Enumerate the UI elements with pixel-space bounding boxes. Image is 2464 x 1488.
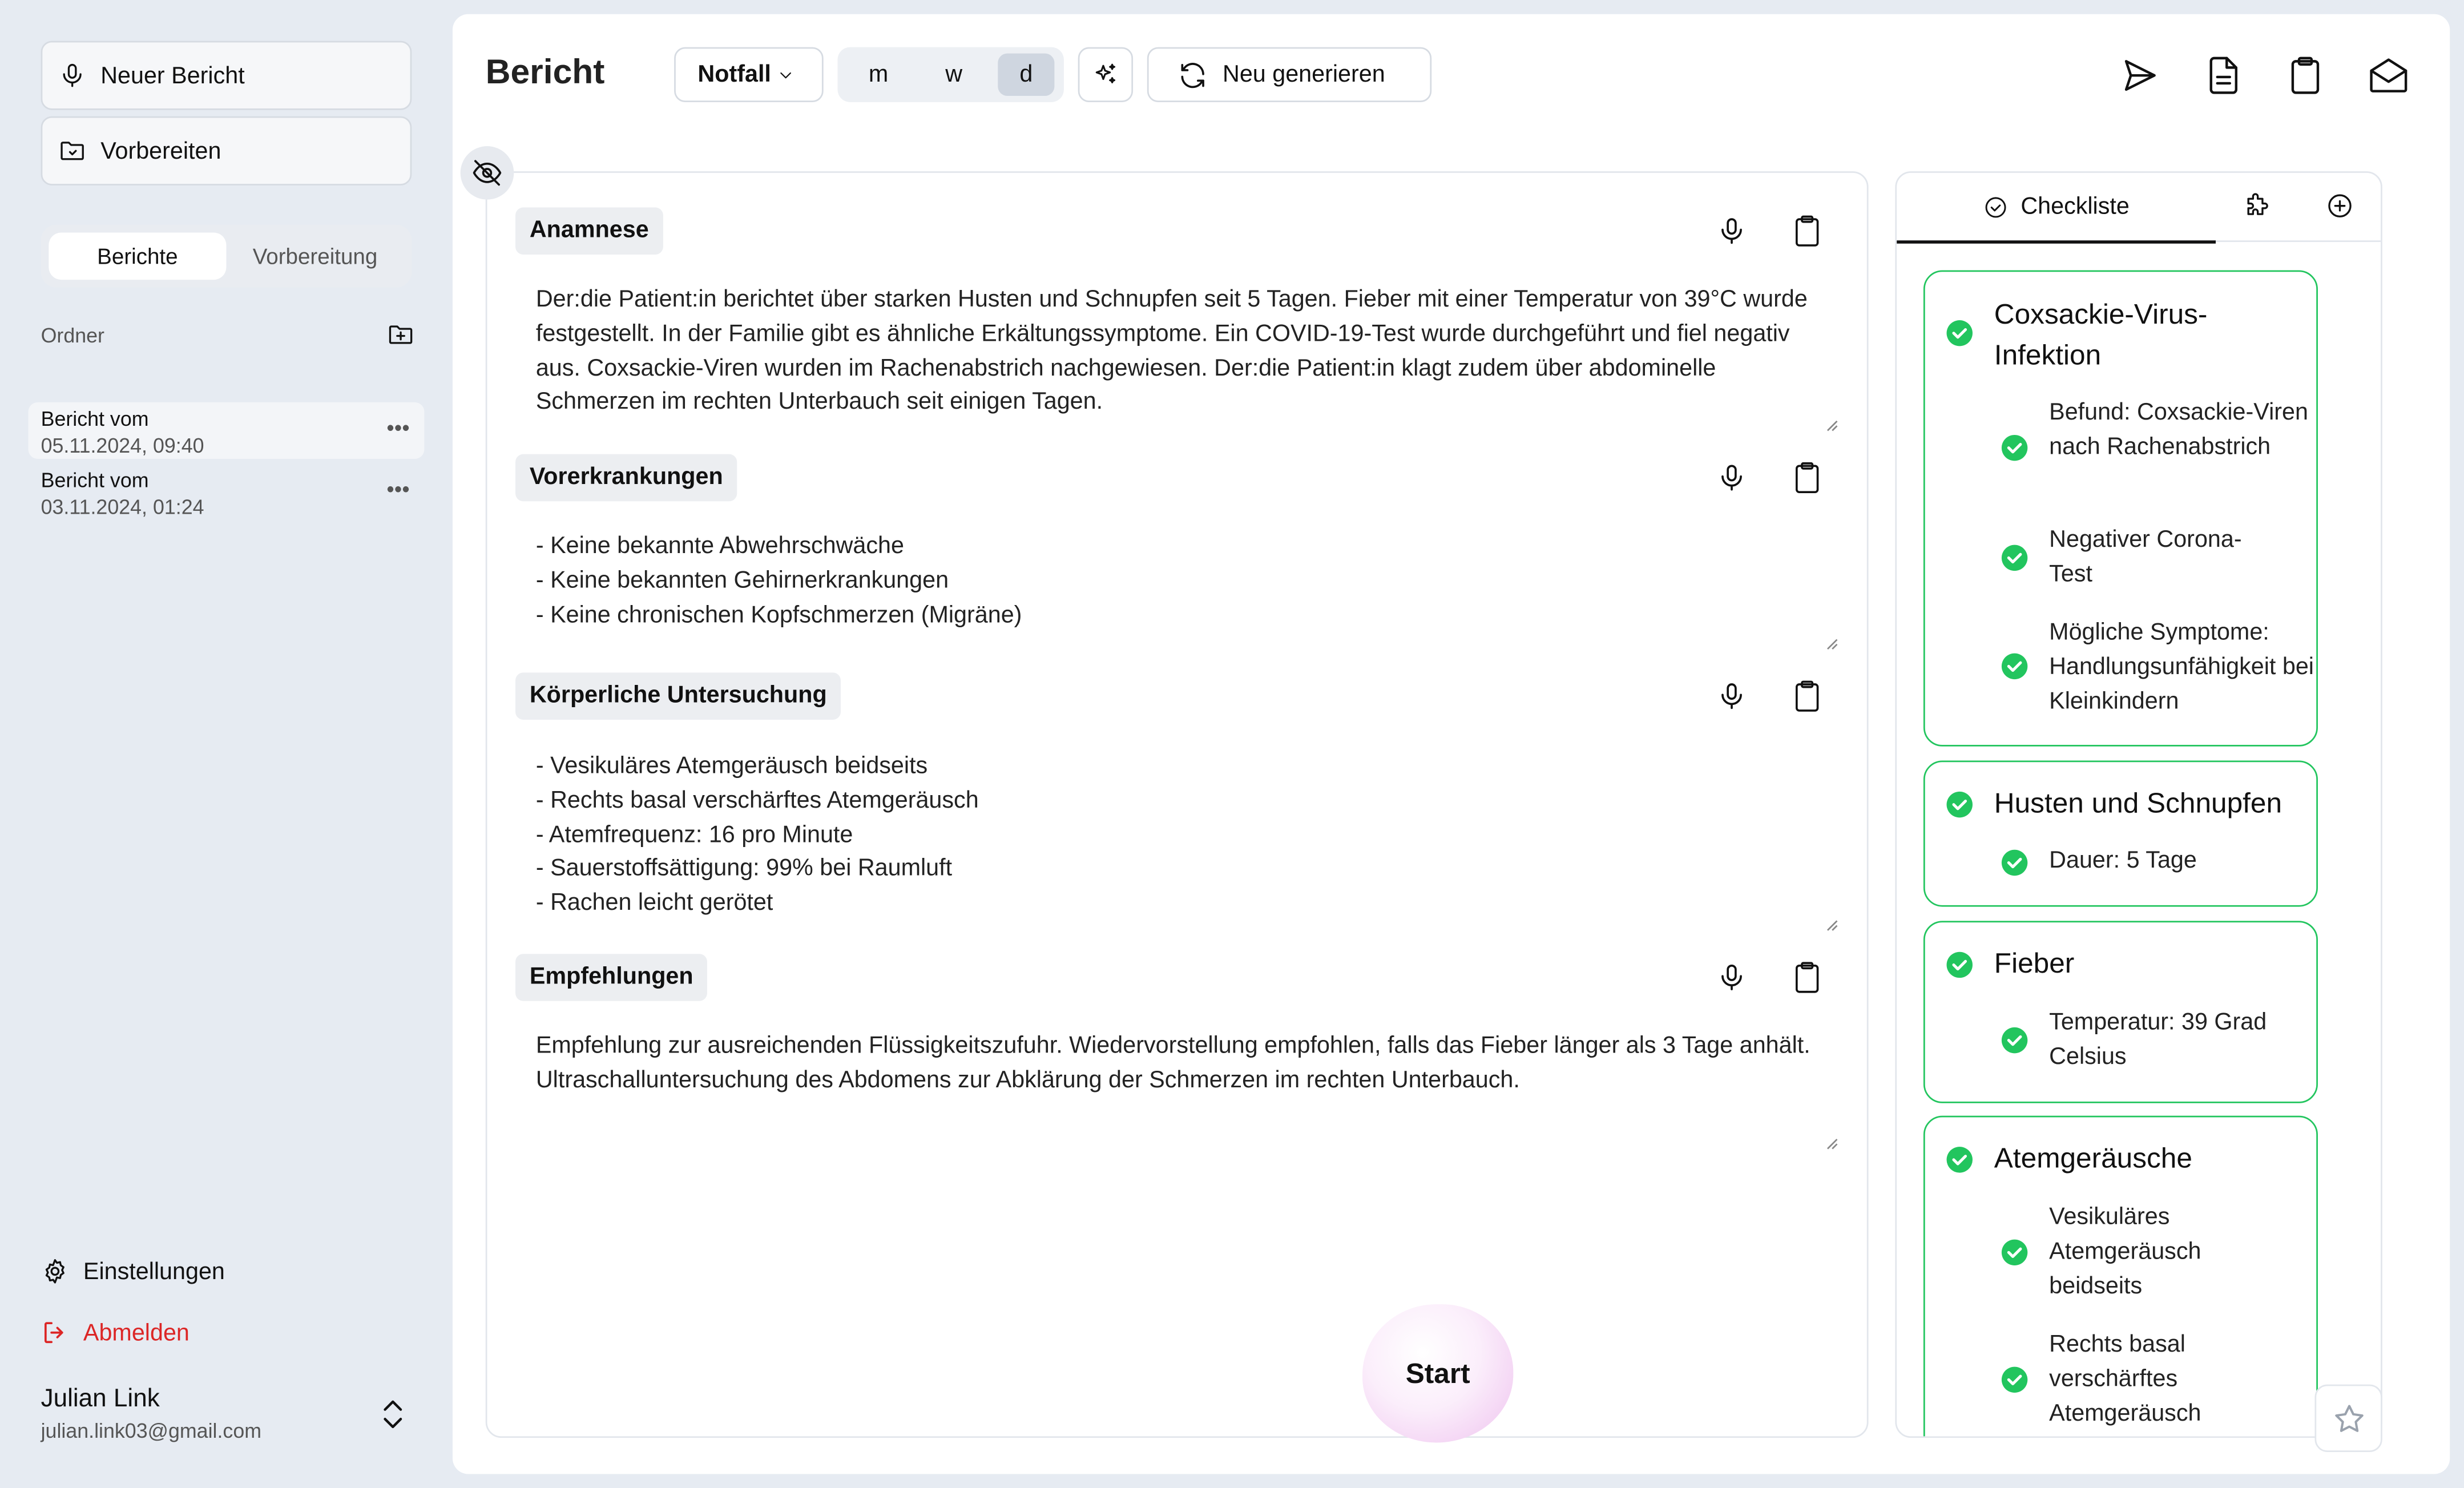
tab-checklist-label: Checkliste: [2021, 193, 2130, 220]
mail-open-icon: [2368, 57, 2409, 94]
chevron-down-icon: [776, 65, 795, 84]
checklist-card: [1923, 1116, 2318, 1437]
clipboard-icon: [1792, 213, 1823, 248]
tab-checklist[interactable]: [1897, 173, 2216, 244]
user-name: Julian Link: [41, 1386, 160, 1413]
section-label-anamnese: Anamnese: [515, 207, 663, 255]
refresh-icon: [1177, 59, 1208, 90]
check-circle-filled-icon: [2001, 1239, 2029, 1267]
checklist-scroll-clip: [1897, 1100, 2381, 1436]
clipboard-icon: [1792, 960, 1823, 995]
clipboard-icon: [1792, 461, 1823, 495]
new-report-label: Neuer Bericht: [100, 62, 245, 89]
settings-label: Einstellungen: [83, 1257, 225, 1285]
section-text-vorerkrankungen[interactable]: - Keine bekannte Abwehrschwäche - Keine bekannten Gehirnerkrankungen - Keine chronischen Kopfschmerzen (Migräne): [535, 533, 1022, 628]
tab-reports[interactable]: Berichte: [49, 232, 226, 280]
report-date: 03.11.2024, 01:24: [41, 495, 204, 519]
new-report-button[interactable]: [41, 41, 412, 110]
section-text-anamnese[interactable]: Der:die Patient:in berichtet über starken Husten und Schnupfen seit 5 Tagen. Fieber mit einer Temperatur von 39°C wurde festgestellt. In der Familie gibt es ähnliche Erkältungssymptome. Ein COVID-19-Test wurde durchgeführt und fiel negativ aus. Coxsackie-Viren wurden im Rachenabstrich nachgewiesen. Der:die Patient:in klagt zudem über abdominelle Schmerzen im rechten Unterbauch seit einigen Tagen.: [535, 286, 1808, 416]
section-label-empfehlungen: Empfehlungen: [515, 954, 707, 1001]
card-item: Temperatur: 39 Grad Celsius: [2049, 1009, 2267, 1070]
send-icon: [2122, 57, 2159, 94]
section-copy-button[interactable]: [1792, 679, 1823, 713]
microphone-icon: [1716, 679, 1747, 713]
send-button[interactable]: [2122, 57, 2159, 94]
gender-option-w[interactable]: w: [945, 61, 963, 88]
check-circle-filled-icon: [2001, 544, 2029, 572]
sparkles-icon: [1092, 61, 1119, 88]
document-button[interactable]: [2205, 55, 2243, 96]
folder-check-icon: [58, 137, 87, 166]
card-title: Husten und Schnupfen: [1994, 787, 2282, 819]
check-circle-filled-icon: [2001, 1366, 2029, 1394]
eye-off-icon: [471, 157, 503, 188]
section-copy-button[interactable]: [1792, 960, 1823, 995]
section-label-vorerkrankungen: Vorerkrankungen: [515, 454, 737, 502]
report-list-item[interactable]: [29, 402, 425, 459]
chevrons-up-down-icon: [377, 1397, 409, 1432]
puzzle-icon: [2243, 192, 2271, 220]
logout-icon: [41, 1318, 70, 1347]
clipboard-icon: [1792, 679, 1823, 713]
check-circle-filled-icon: [1945, 319, 1974, 348]
folder-plus-icon: [386, 321, 415, 349]
clipboard-icon: [2286, 55, 2324, 96]
section-copy-button[interactable]: [1792, 213, 1823, 248]
mode-dropdown[interactable]: [674, 47, 824, 102]
prepare-label: Vorbereiten: [100, 137, 221, 164]
check-circle-filled-icon: [1945, 1146, 1974, 1174]
section-mic-button[interactable]: [1716, 960, 1747, 995]
more-options-icon[interactable]: •••: [386, 414, 410, 440]
user-menu-toggle[interactable]: [377, 1397, 409, 1432]
microphone-icon: [1716, 960, 1747, 995]
resize-grip-icon[interactable]: [1826, 420, 1838, 432]
check-circle-filled-icon: [1945, 791, 1974, 819]
mail-button[interactable]: [2368, 57, 2409, 94]
report-date: 05.11.2024, 09:40: [41, 433, 204, 458]
logout-link[interactable]: [41, 1318, 189, 1347]
check-circle-filled-icon: [2001, 1026, 2029, 1055]
report-title: Bericht vom: [41, 407, 149, 431]
microphone-icon: [1716, 461, 1747, 495]
section-text-koerperliche-untersuchung[interactable]: - Vesikuläres Atemgeräusch beidseits - Rechts basal verschärftes Atemgeräusch - Atemfrequenz: 16 pro Minute - Sauerstoffsättigung: 99% bei Raumluft - Rachen leicht gerötet: [535, 752, 979, 917]
section-copy-button[interactable]: [1792, 461, 1823, 495]
gender-option-m[interactable]: m: [868, 61, 889, 88]
clipboard-button[interactable]: [2286, 55, 2324, 96]
check-circle-filled-icon: [2001, 434, 2029, 462]
card-title: Fieber: [1994, 947, 2075, 979]
section-mic-button[interactable]: [1716, 213, 1747, 248]
checklist-card: [1923, 921, 2318, 1103]
card-item: Vesikuläres Atemgeräusch beidseits: [2049, 1203, 2201, 1300]
card-item: Rechts basal verschärftes Atemgeräusch: [2049, 1330, 2201, 1427]
section-text-empfehlungen[interactable]: Empfehlung zur ausreichenden Flüssigkeitszufuhr. Wiedervorstellung empfohlen, falls das Fieber länger als 3 Tage anhält. Ultraschalluntersuchung des Abdomens zur Abklärung der Schmerzen im rechten Unterbauch.: [535, 1032, 1810, 1094]
logout-label: Abmelden: [83, 1319, 189, 1346]
checklist-card: [1923, 271, 2318, 747]
gear-icon: [41, 1257, 70, 1286]
resize-grip-icon[interactable]: [1826, 1138, 1838, 1150]
add-folder-button[interactable]: [386, 321, 415, 349]
tab-plugins[interactable]: [2243, 192, 2271, 220]
regenerate-label: Neu generieren: [1222, 61, 1385, 88]
report-title: Bericht vom: [41, 468, 149, 492]
user-email: julian.link03@gmail.com: [41, 1419, 262, 1443]
checklist-card: [1923, 761, 2318, 907]
plus-circle-icon: [2326, 192, 2354, 220]
page-title: Bericht: [485, 51, 605, 91]
more-options-icon[interactable]: •••: [386, 476, 410, 502]
sidebar-tabs: [41, 225, 412, 288]
tab-preparation[interactable]: Vorbereitung: [252, 243, 378, 269]
card-title: Atemgeräusche: [1994, 1142, 2192, 1174]
resize-grip-icon[interactable]: [1826, 638, 1838, 651]
gender-selector: [837, 47, 1063, 102]
regenerate-button[interactable]: [1147, 47, 1431, 102]
settings-link[interactable]: [41, 1257, 225, 1286]
mode-dropdown-value: Notfall: [697, 61, 771, 88]
folder-label: Ordner: [41, 324, 105, 348]
tab-add[interactable]: [2326, 192, 2354, 220]
favorite-button[interactable]: [2314, 1385, 2382, 1452]
card-item: Befund: Coxsackie-Viren nach Rachenabstrich: [2049, 399, 2308, 461]
check-circle-filled-icon: [1945, 951, 1974, 979]
section-mic-button[interactable]: [1716, 461, 1747, 495]
hide-button[interactable]: [461, 146, 514, 200]
card-item: Dauer: 5 Tage: [2049, 846, 2197, 874]
section-label-koerperliche-untersuchung: Körperliche Untersuchung: [515, 672, 841, 720]
card-item: Mögliche Symptome: Handlungsunfähigkeit bei Kleinkindern: [2049, 619, 2314, 715]
section-mic-button[interactable]: [1716, 679, 1747, 713]
check-circle-icon: [1983, 194, 2008, 219]
check-circle-filled-icon: [2001, 652, 2029, 681]
card-item: Negativer Corona-Test: [2049, 526, 2242, 588]
prepare-button[interactable]: [41, 116, 412, 186]
document-icon: [2205, 55, 2243, 96]
star-icon: [2331, 1401, 2366, 1435]
start-button[interactable]: Start: [1362, 1304, 1513, 1442]
microphone-icon: [58, 61, 87, 90]
ai-sparkle-button[interactable]: [1078, 47, 1133, 102]
gender-option-d[interactable]: d: [998, 54, 1054, 96]
report-list-item[interactable]: [29, 463, 425, 520]
microphone-icon: [1716, 213, 1747, 248]
resize-grip-icon[interactable]: [1826, 920, 1838, 932]
card-title: Coxsackie-Virus-Infektion: [1994, 299, 2208, 371]
check-circle-filled-icon: [2001, 849, 2029, 877]
